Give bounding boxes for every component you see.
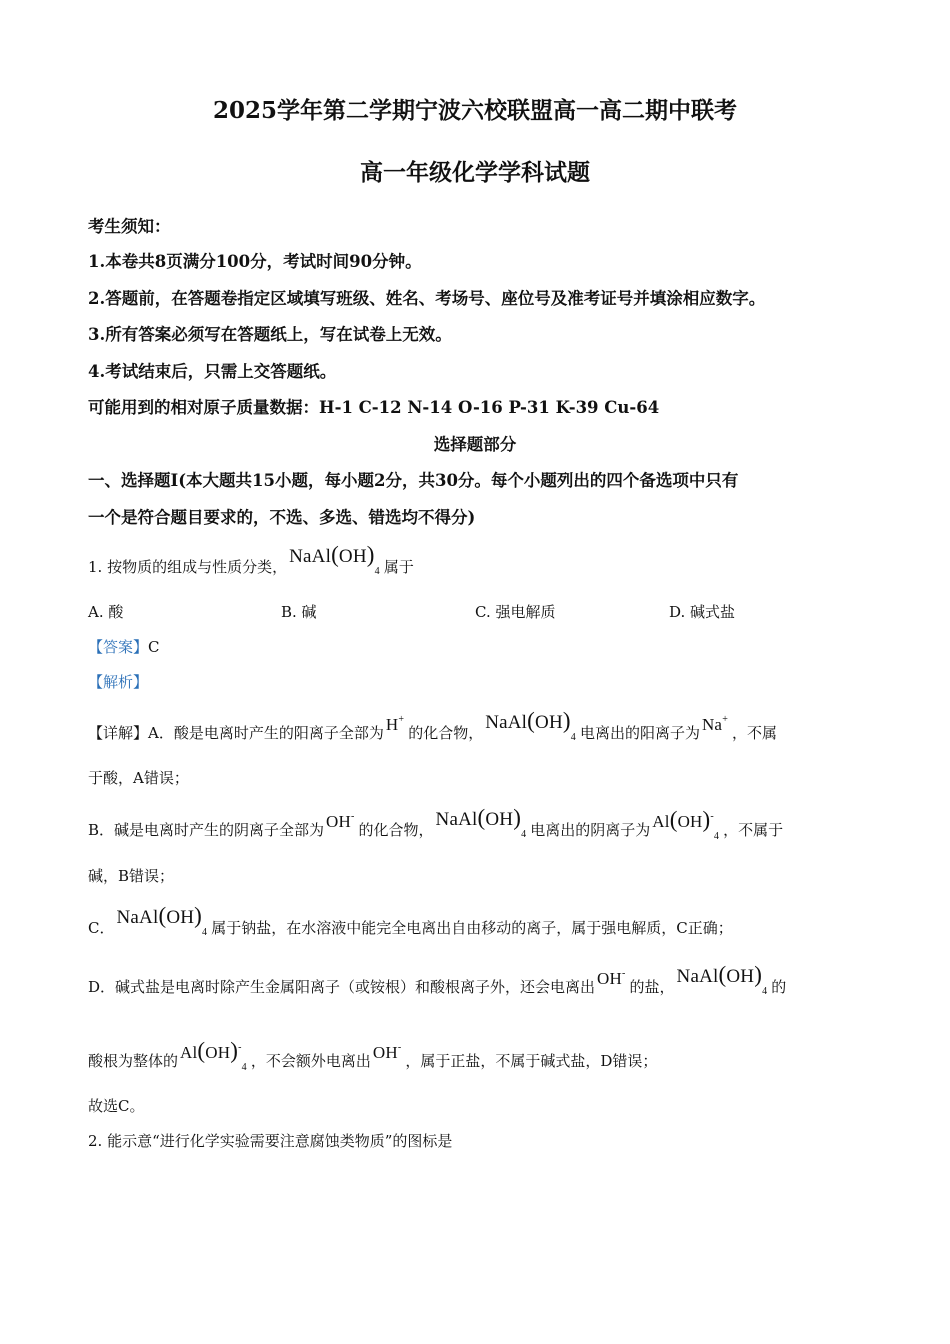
- q1-analysis-tag: 【解析】: [88, 673, 149, 691]
- formula-naal-oh4: $NaAl(OH)_4$: [485, 708, 576, 743]
- notice-item-2: 2.答题前，在答题卷指定区域填写班级、姓名、考场号、座位号及准考证号并填涂相应数字。: [88, 289, 766, 308]
- section-instruction-2: 一个是符合题目要求的，不选、多选、错选均不得分): [88, 508, 476, 527]
- formula-al-oh4-minus: $Al(OH)^-_4$: [180, 1038, 247, 1073]
- formula-oh-minus: OH-: [326, 811, 355, 831]
- q1-stem-pre: 1. 按物质的组成与性质分类，: [88, 558, 288, 576]
- q1-detail-b-cont: 碱，B错误；: [88, 867, 175, 885]
- q1-detail-a: 【详解】A．酸是电离时产生的阳离子全部为 H+的化合物， $NaAl(OH)_4$ 电离出的阳离子为 Na+，不属: [88, 708, 778, 743]
- formula-oh-minus: OH-: [372, 1042, 402, 1062]
- notice-item-1: 1.本卷共8页满分100分，考试时间90分钟。: [88, 252, 422, 271]
- notice-item-4: 4.考试结束后，只需上交答题纸。: [88, 362, 337, 381]
- notice-item-3: 3.所有答案必须写在答题纸上，写在试卷上无效。: [88, 325, 452, 344]
- q1-option-c: C. 强电解质: [475, 603, 556, 621]
- formula-naal-oh4: $NaAl(OH)_4$: [116, 903, 208, 938]
- q1-stem-post: 属于: [383, 558, 414, 576]
- answer-tag: 【答案】: [88, 638, 149, 656]
- formula-naal-oh4: $NaAl(OH)_4$: [435, 805, 527, 840]
- q1-option-b: B. 碱: [281, 603, 317, 621]
- formula-al-oh4-minus: $Al(OH)^-_4$: [652, 807, 720, 842]
- formula-na-plus: Na+: [701, 714, 729, 734]
- atomic-masses: 可能用到的相对原子质量数据：H-1 C-12 N-14 O-16 P-31 K-39 Cu-64: [88, 398, 660, 417]
- section-title: 选择题部分: [433, 435, 517, 454]
- q1-detail-b: B．碱是电离时产生的阴离子全部为 OH-的化合物， $NaAl(OH)_4$ 电离出的阴离子为 $Al(OH)^-_4$ ，不属于: [88, 805, 784, 842]
- q1-detail-a-cont: 于酸，A错误；: [88, 769, 189, 787]
- formula-naal-oh4: $NaAl(OH)_4$: [289, 542, 380, 577]
- formula-naal-oh4: $NaAl(OH)_4$: [676, 962, 768, 997]
- notice-heading: 考生须知：: [88, 217, 171, 236]
- q1-detail-d-cont: 酸根为整体的 $Al(OH)^-_4$ ，不会额外电离出 OH-，属于正盐，不属于碱式盐，D错误；: [88, 1038, 658, 1073]
- formula-h-plus: H+: [385, 714, 405, 734]
- q1-option-d: D. 碱式盐: [669, 603, 736, 621]
- q1-stem: [88, 542, 414, 587]
- q2-stem: 2. 能示意“进行化学实验需要注意腐蚀类物质”的图标是: [88, 1132, 453, 1150]
- answer-value: C: [148, 638, 160, 656]
- exam-subtitle: 高一年级化学学科试题: [360, 159, 590, 186]
- q1-detail-c: C． $NaAl(OH)_4$ 属于钠盐，在水溶液中能完全电离出自由移动的离子，属于强电解质，C正确；: [88, 903, 733, 938]
- q1-detail-d: D．碱式盐是电离时除产生金属阳离子（或铵根）和酸根离子外，还会电离出 OH-的盐， $NaAl(OH)_4$ 的: [88, 962, 787, 997]
- section-instruction-1: 一、选择题Ⅰ(本大题共15小题，每小题2分，共30分。每个小题列出的四个备选项中只有: [88, 471, 739, 490]
- q1-conclusion: 故选C。: [88, 1097, 145, 1115]
- q1-answer: [88, 636, 160, 657]
- formula-oh-minus: OH-: [597, 968, 626, 988]
- exam-title: 2025学年第二学期宁波六校联盟高一高二期中联考: [212, 97, 737, 124]
- q1-option-a: A. 酸: [88, 603, 124, 621]
